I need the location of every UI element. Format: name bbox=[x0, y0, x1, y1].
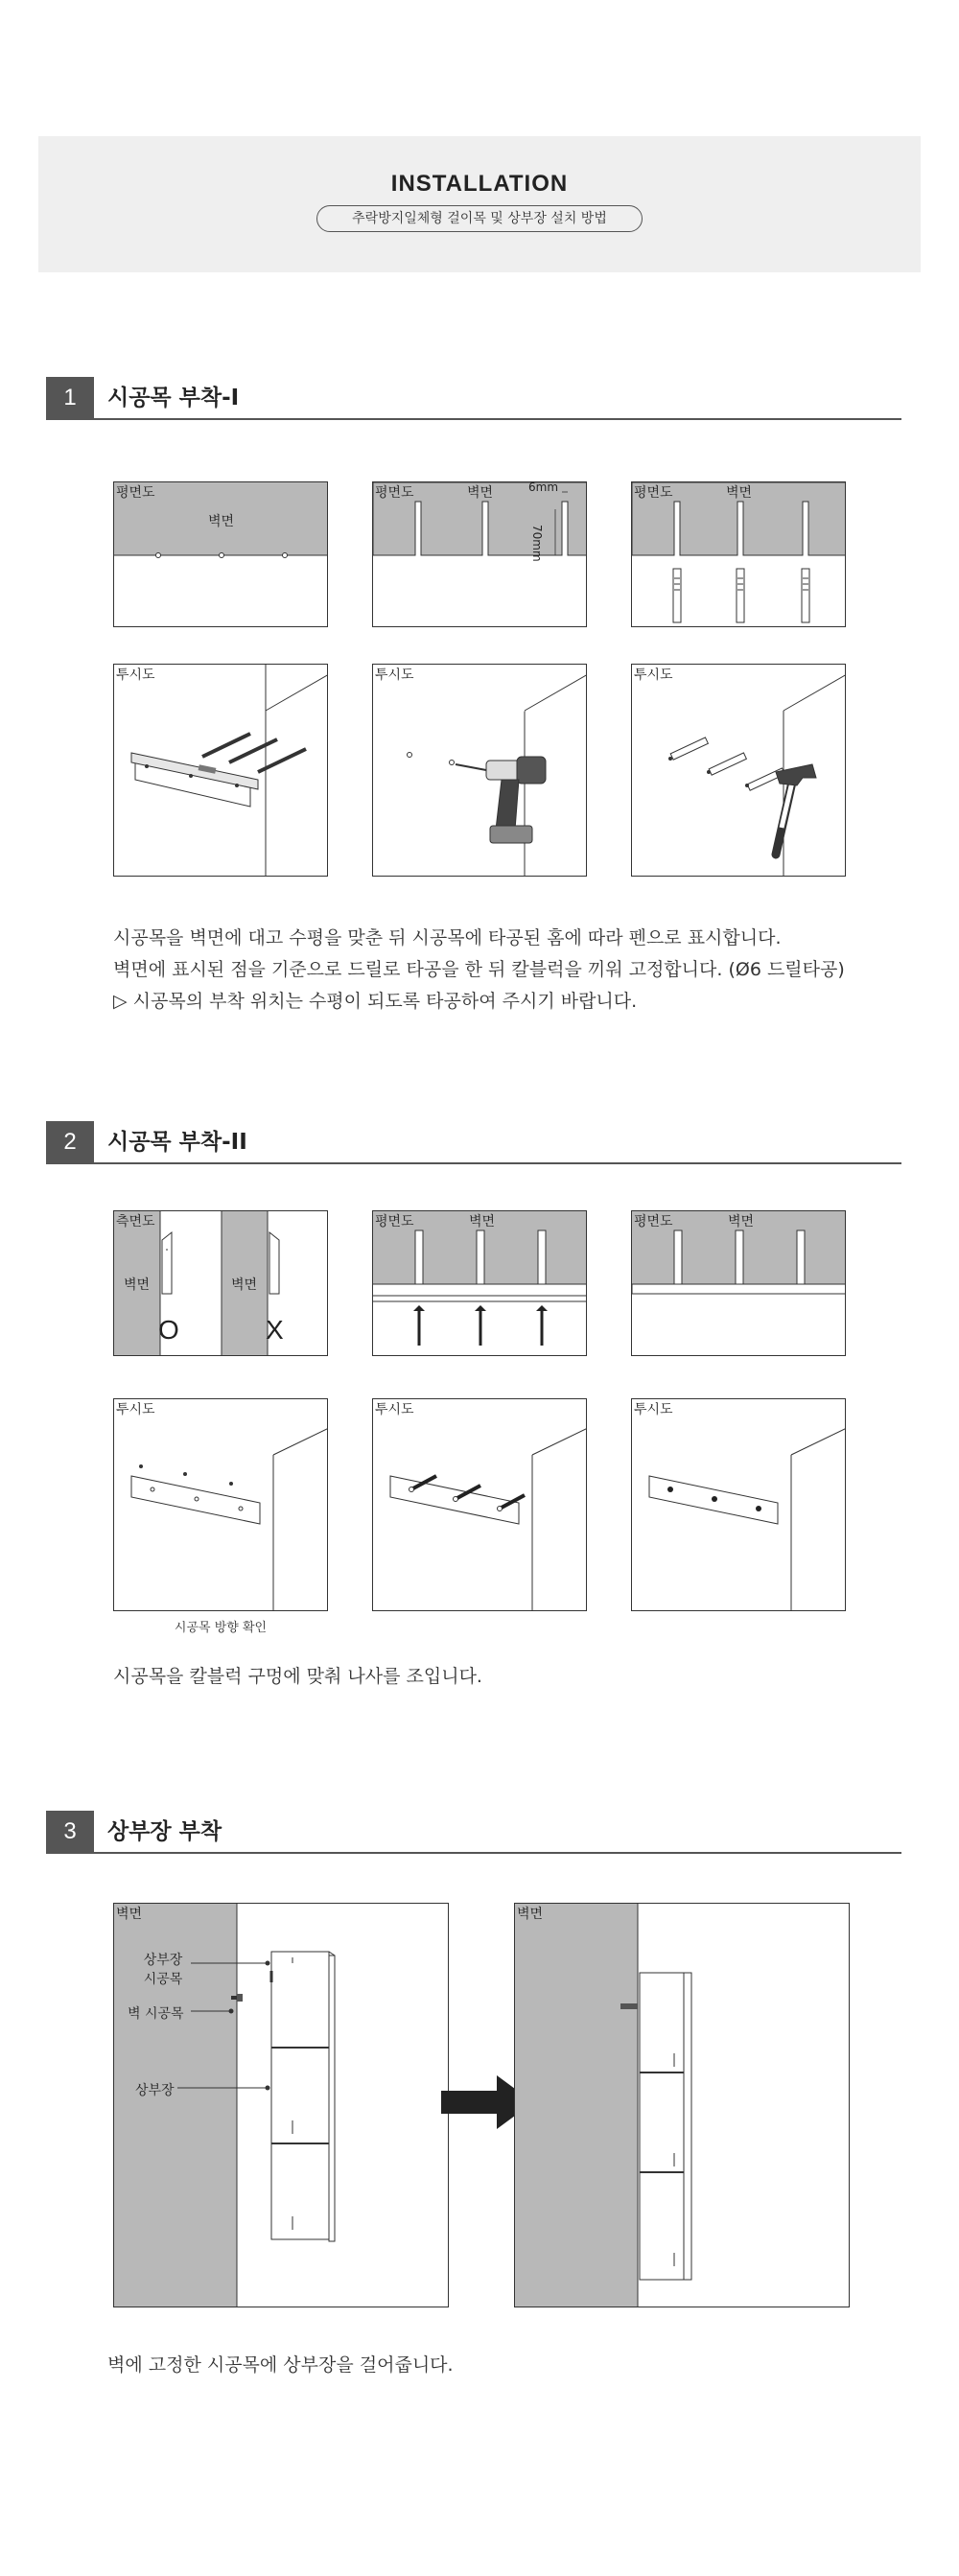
s2-plan-1-label: 평면도 bbox=[375, 1214, 414, 1229]
screwdriver-icon bbox=[373, 1399, 587, 1611]
s2-perspective-panel-3 bbox=[631, 1398, 846, 1611]
section-1-text-line-2: 벽면에 표시된 점을 기준으로 드릴로 타공을 한 뒤 칼블럭을 끼워 고정합니다. (Ø6 드릴타공) bbox=[113, 959, 845, 980]
s2-side-label: 측면도 bbox=[116, 1214, 155, 1229]
section-3-text: 벽에 고정한 시공목에 상부장을 걸어줍니다. bbox=[107, 2354, 454, 2376]
s2-perspective-1-label: 투시도 bbox=[116, 1402, 155, 1417]
section-1-text-line-3: ▷ 시공목의 부착 위치는 수평이 되도록 타공하여 주시기 바랍니다. bbox=[113, 991, 638, 1012]
s2-plan-1-wall-label: 벽면 bbox=[469, 1214, 496, 1229]
wrong-mark-x: X bbox=[266, 1315, 284, 1345]
s1-plan-2-label: 평면도 bbox=[375, 485, 414, 501]
s1-perspective-panel-1 bbox=[113, 664, 328, 877]
s2-perspective-3-drawing bbox=[632, 1399, 846, 1611]
drill-icon bbox=[373, 665, 587, 877]
section-1-title: 시공목 부착-I bbox=[107, 386, 240, 410]
cabinet-label: 상부장 bbox=[135, 2083, 175, 2098]
cabinet-strip-label-line-1: 상부장 bbox=[143, 1953, 183, 1968]
s2-perspective-2-label: 투시도 bbox=[375, 1402, 414, 1417]
s2-side-panel bbox=[113, 1210, 328, 1356]
s1-plan-panel-2 bbox=[372, 481, 587, 627]
s1-plan-1-drawing bbox=[114, 482, 328, 627]
s3-before-panel bbox=[113, 1903, 449, 2307]
s1-plan-2-dim-6mm: 6mm bbox=[528, 481, 559, 494]
s2-plan-2-wall-label: 벽면 bbox=[728, 1214, 755, 1229]
correct-mark-o: O bbox=[158, 1315, 179, 1345]
page-title: INSTALLATION bbox=[390, 171, 569, 197]
cabinet-strip-label bbox=[139, 1950, 187, 1988]
s1-plan-panel-3 bbox=[631, 481, 846, 627]
section-2-title: 시공목 부착-II bbox=[107, 1130, 247, 1155]
s1-perspective-panel-2 bbox=[372, 664, 587, 877]
s2-side-wall-label-1: 벽면 bbox=[124, 1277, 151, 1293]
section-1-number: 1 bbox=[46, 377, 94, 419]
page-subtitle-pill: 추락방지일체형 걸이목 및 상부장 설치 방법 bbox=[316, 205, 643, 232]
s2-perspective-1-drawing bbox=[114, 1399, 328, 1611]
section-1-text bbox=[113, 923, 900, 1018]
s1-plan-2-drawing bbox=[373, 482, 587, 627]
s2-plan-2-label: 평면도 bbox=[634, 1214, 673, 1229]
s3-after-panel bbox=[514, 1903, 850, 2307]
s1-plan-3-label: 평면도 bbox=[634, 485, 673, 501]
s2-perspective-panel-1 bbox=[113, 1398, 328, 1611]
s1-plan-2-wall-label: 벽면 bbox=[467, 485, 494, 501]
s1-perspective-1-label: 투시도 bbox=[116, 667, 155, 683]
s2-side-wall-label-2: 벽면 bbox=[231, 1277, 258, 1293]
s3-after-drawing bbox=[515, 1904, 850, 2307]
section-2-text: 시공목을 칼블럭 구멍에 맞춰 나사를 조입니다. bbox=[113, 1666, 482, 1687]
s1-perspective-2-label: 투시도 bbox=[375, 667, 414, 683]
s3-before-wall-label: 벽면 bbox=[116, 1907, 143, 1922]
s3-after-wall-label: 벽면 bbox=[517, 1907, 544, 1922]
s1-plan-2-dim-70mm: 70mm bbox=[530, 525, 544, 562]
section-3-number: 3 bbox=[46, 1811, 94, 1853]
s2-perspective-3-label: 투시도 bbox=[634, 1402, 673, 1417]
section-3-title: 상부장 부착 bbox=[107, 1819, 222, 1844]
wall-strip-label: 벽 시공목 bbox=[128, 2006, 184, 2022]
s1-plan-3-drawing bbox=[632, 482, 846, 627]
header-band bbox=[38, 136, 921, 272]
section-1-text-line-1: 시공목을 벽면에 대고 수평을 맞춘 뒤 시공목에 타공된 홈에 따라 펜으로 표시합니다. bbox=[113, 927, 782, 948]
section-2-rule bbox=[46, 1162, 901, 1164]
s2-plan-2-drawing bbox=[632, 1211, 846, 1356]
section-3-rule bbox=[46, 1852, 901, 1854]
s1-plan-1-label: 평면도 bbox=[116, 485, 155, 501]
section-1-rule bbox=[46, 418, 901, 420]
s2-plan-1-drawing bbox=[373, 1211, 587, 1356]
s1-perspective-panel-3 bbox=[631, 664, 846, 877]
s1-plan-panel-1 bbox=[113, 481, 328, 627]
s2-plan-panel-2 bbox=[631, 1210, 846, 1356]
s2-direction-caption: 시공목 방향 확인 bbox=[174, 1621, 268, 1635]
s1-plan-1-wall-label: 벽면 bbox=[208, 514, 235, 529]
s2-perspective-panel-2 bbox=[372, 1398, 587, 1611]
s1-plan-3-wall-label: 벽면 bbox=[726, 485, 753, 501]
hammer-icon bbox=[632, 665, 846, 877]
s1-perspective-3-label: 투시도 bbox=[634, 667, 673, 683]
cabinet-strip-label-line-2: 시공목 bbox=[143, 1972, 183, 1987]
s2-plan-panel-1 bbox=[372, 1210, 587, 1356]
section-2-number: 2 bbox=[46, 1121, 94, 1163]
s1-perspective-1-drawing bbox=[114, 665, 328, 877]
